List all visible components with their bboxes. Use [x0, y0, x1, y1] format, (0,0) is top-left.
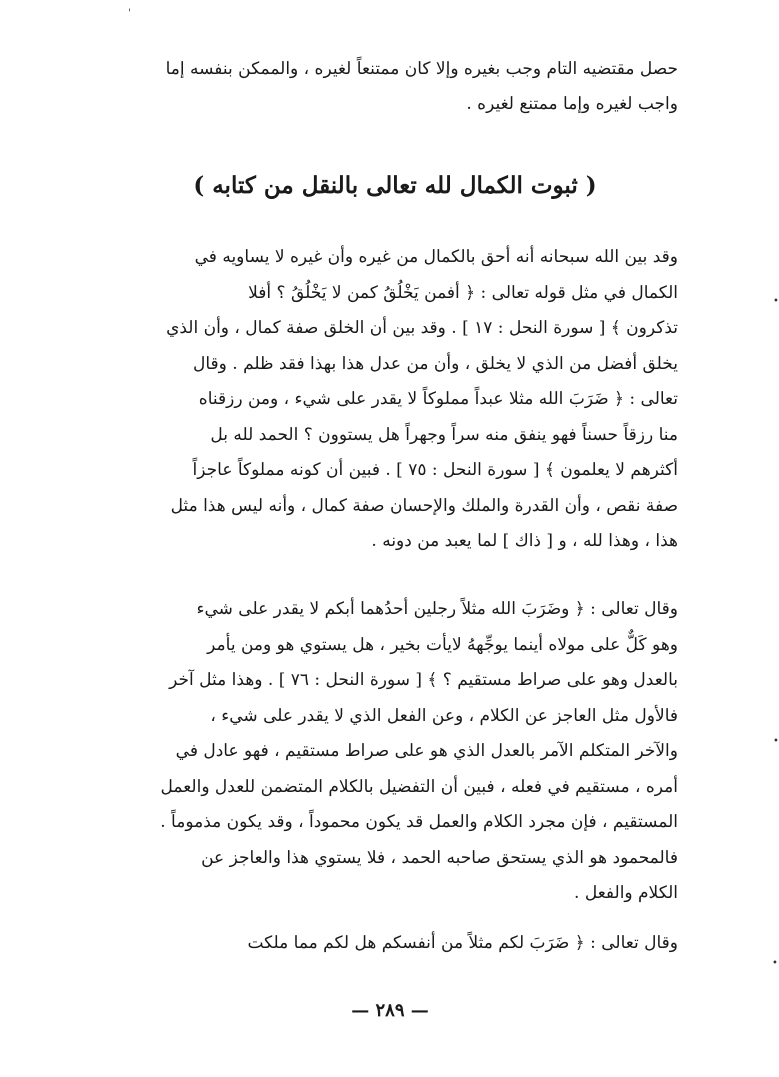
text-line: تعالى : ﴿ ضَرَبَ الله مثلا عبداً مملوكاً لا يقدر على شيء ، ومن رزقناه	[198, 389, 678, 409]
paragraph-4	[110, 926, 678, 961]
paragraph-2	[110, 240, 678, 560]
text-line: وقد بين الله سبحانه أنه أحق بالكمال من غيره وأن غيره لا يساويه في	[194, 247, 678, 267]
scan-mark: •	[772, 958, 778, 969]
text-line: وهو كَلٌّ على مولاه أينما يوجِّههُ لايأت بخير ، هل يستوي هو ومن يأمر	[207, 634, 678, 655]
text-line: والآخر المتكلم الآمر بالعدل الذي هو على صراط مستقيم ، فهو عادل في	[175, 741, 678, 761]
paragraph-3	[110, 592, 678, 912]
scan-mark: •	[773, 736, 779, 747]
text-line: فالأول مثل العاجز عن الكلام ، وعن الفعل الذي لا يقدر على شيء ،	[210, 705, 678, 726]
text-line: أكثرهم لا يعلمون ﴾ [ سورة النحل : ٧٥ ] . فبين أن كونه مملوكاً عاجزاً	[192, 460, 678, 480]
text-line: الكلام والفعل .	[574, 883, 678, 903]
text-line: وقال تعالى : ﴿ ضَرَبَ لكم مثلاً من أنفسكم هل لكم مما ملكت	[247, 933, 678, 953]
text-line: حصل مقتضيه التام وجب بغيره وإلا كان ممتنعاً لغيره ، والممكن بنفسه إما	[165, 59, 678, 79]
text-line: تذكرون ﴾ [ سورة النحل : ١٧ ] . وقد بين أن الخلق صفة كمال ، وأن الذي	[166, 318, 678, 338]
paragraph-1	[110, 52, 678, 122]
text-line: صفة نقص ، وأن القدرة والملك والإحسان صفة كمال ، وأنه ليس هذا مثل	[170, 495, 678, 516]
text-line: منا رزقاً حسناً فهو ينفق منه سراً وجهراً هل يستوون ؟ الحمد لله بل	[210, 424, 678, 445]
text-line: واجب لغيره وإما ممتنع لغيره .	[466, 94, 678, 114]
text-line: فالمحمود هو الذي يستحق صاحبه الحمد ، فلا يستوي هذا والعاجز عن	[201, 847, 678, 868]
text-line: بالعدل وهو على صراط مستقيم ؟ ﴾ [ سورة النحل : ٧٦ ] . وهذا مثل آخر	[169, 670, 678, 690]
text-line: وقال تعالى : ﴿ وضَرَبَ الله مثلاً رجلين أحدُهما أبكم لا يقدر على شيء	[196, 599, 678, 619]
text-line: يخلق أفضل من الذي لا يخلق ، وأن من عدل هذا بهذا فقد ظلم . وقال	[192, 353, 678, 374]
scan-mark: '	[128, 8, 131, 19]
section-heading: ( ثبوت الكمال لله تعالى بالنقل من كتابه )	[193, 172, 597, 199]
scan-mark: •	[773, 296, 779, 307]
text-line: هذا ، وهذا لله ، و [ ذاك ] لما يعبد من دونه .	[371, 531, 678, 551]
text-line: أمره ، مستقيم في فعله ، فبين أن التفضيل بالكلام المتضمن للعدل والعمل	[160, 776, 678, 797]
page-number: — ٢٨٩ —	[351, 1000, 429, 1021]
text-line: المستقيم ، فإن مجرد الكلام والعمل قد يكون محموداً ، وقد يكون مذموماً .	[160, 812, 678, 832]
text-line: الكمال في مثل قوله تعالى : ﴿ أفمن يَخْلُقُ كمن لا يَخْلُقُ ؟ أفلا	[248, 282, 678, 303]
